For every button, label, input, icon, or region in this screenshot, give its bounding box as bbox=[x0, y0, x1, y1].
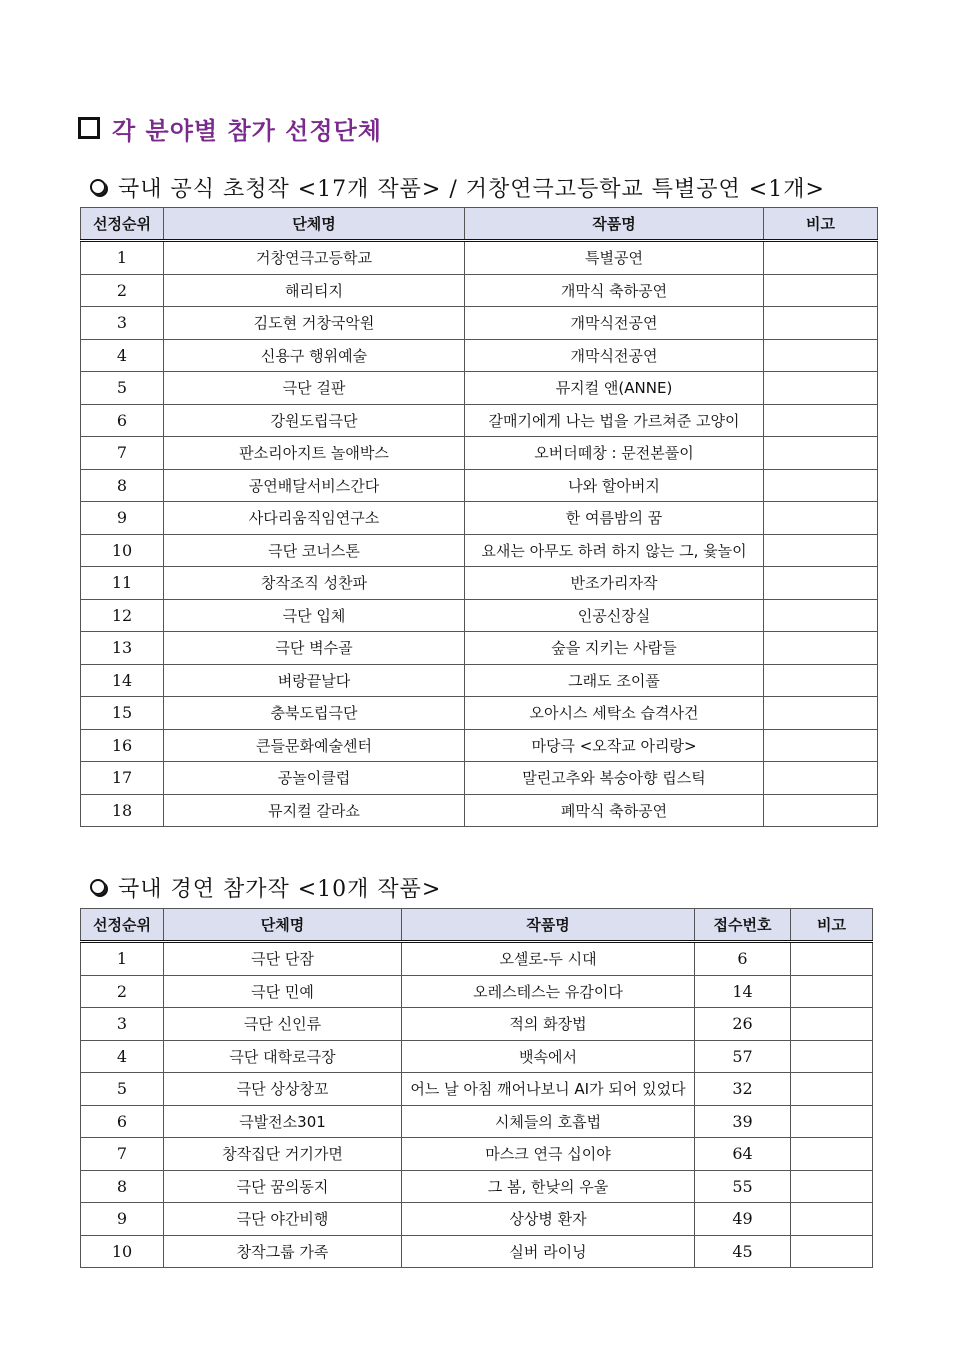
cell-work-title: 개막식전공연 bbox=[465, 307, 764, 340]
table-row bbox=[81, 975, 873, 1008]
table-row bbox=[81, 1138, 873, 1171]
section1-title-text: 국내 공식 초청작 <17개 작품> / 거창연극고등학교 특별공연 <1개> bbox=[118, 176, 825, 202]
cell-entry-number: 64 bbox=[695, 1138, 791, 1171]
cell-group-name: 극단 대학로극장 bbox=[164, 1040, 402, 1073]
cell-work-title: 나와 할아버지 bbox=[465, 469, 764, 502]
table-row bbox=[81, 274, 878, 307]
cell-work-title: 어느 날 아침 깨어나보니 AI가 되어 있었다 bbox=[402, 1073, 695, 1106]
cell-work-title: 그래도 조이풀 bbox=[465, 664, 764, 697]
column-header-rank: 선정순위 bbox=[81, 909, 164, 942]
cell-group-name: 거창연극고등학교 bbox=[164, 241, 465, 275]
cell-group-name: 공연배달서비스간다 bbox=[164, 469, 465, 502]
table-row bbox=[81, 567, 878, 600]
cell-work-title: 반조가리자작 bbox=[465, 567, 764, 600]
table-row bbox=[81, 632, 878, 665]
column-header-group: 단체명 bbox=[164, 208, 465, 241]
table-row bbox=[81, 307, 878, 340]
cell-group-name: 충북도립극단 bbox=[164, 697, 465, 730]
cell-note bbox=[791, 1073, 873, 1106]
cell-group-name: 극단 벽수골 bbox=[164, 632, 465, 665]
cell-work-title: 특별공연 bbox=[465, 241, 764, 275]
table-row bbox=[81, 697, 878, 730]
cell-rank: 15 bbox=[81, 697, 164, 730]
cell-rank: 1 bbox=[81, 241, 164, 275]
cell-note bbox=[764, 404, 878, 437]
table-row bbox=[81, 1203, 873, 1236]
table-row bbox=[81, 1235, 873, 1268]
cell-rank: 3 bbox=[81, 1008, 164, 1041]
cell-entry-number: 55 bbox=[695, 1170, 791, 1203]
table-row bbox=[81, 1105, 873, 1138]
cell-rank: 10 bbox=[81, 534, 164, 567]
column-header-note: 비고 bbox=[764, 208, 878, 241]
table-row bbox=[81, 729, 878, 762]
cell-rank: 17 bbox=[81, 762, 164, 795]
cell-rank: 9 bbox=[81, 1203, 164, 1236]
cell-note bbox=[764, 664, 878, 697]
cell-entry-number: 49 bbox=[695, 1203, 791, 1236]
page-title-text: 각 분야별 참가 선정단체 bbox=[112, 116, 382, 145]
cell-rank: 6 bbox=[81, 1105, 164, 1138]
cell-note bbox=[791, 1008, 873, 1041]
section1-title bbox=[90, 170, 825, 204]
cell-rank: 1 bbox=[81, 942, 164, 976]
cell-work-title: 마스크 연극 십이야 bbox=[402, 1138, 695, 1171]
cell-group-name: 극단 단잠 bbox=[164, 942, 402, 976]
cell-note bbox=[764, 372, 878, 405]
column-header-work: 작품명 bbox=[465, 208, 764, 241]
cell-rank: 2 bbox=[81, 274, 164, 307]
cell-note bbox=[791, 1235, 873, 1268]
cell-note bbox=[764, 307, 878, 340]
cell-group-name: 뮤지컬 갈라쇼 bbox=[164, 794, 465, 827]
table-row bbox=[81, 1008, 873, 1041]
cell-group-name: 사다리움직임연구소 bbox=[164, 502, 465, 535]
cell-work-title: 오레스테스는 유감이다 bbox=[402, 975, 695, 1008]
cell-work-title: 오셀로-두 시대 bbox=[402, 942, 695, 976]
cell-rank: 18 bbox=[81, 794, 164, 827]
cell-rank: 4 bbox=[81, 339, 164, 372]
column-header-group: 단체명 bbox=[164, 909, 402, 942]
cell-work-title: 뮤지컬 앤(ANNE) bbox=[465, 372, 764, 405]
cell-group-name: 김도현 거창국악원 bbox=[164, 307, 465, 340]
column-header-note: 비고 bbox=[791, 909, 873, 942]
cell-rank: 5 bbox=[81, 1073, 164, 1106]
page-title bbox=[78, 108, 382, 148]
table-row bbox=[81, 339, 878, 372]
cell-work-title: 요새는 아무도 하려 하지 않는 그, 윷놀이 bbox=[465, 534, 764, 567]
table-header-row bbox=[81, 909, 873, 942]
cell-group-name: 공놀이클럽 bbox=[164, 762, 465, 795]
cell-note bbox=[791, 1138, 873, 1171]
cell-group-name: 큰들문화예술센터 bbox=[164, 729, 465, 762]
cell-work-title: 개막식전공연 bbox=[465, 339, 764, 372]
cell-note bbox=[791, 975, 873, 1008]
invited-works-table bbox=[80, 207, 878, 827]
cell-note bbox=[791, 1040, 873, 1073]
cell-rank: 9 bbox=[81, 502, 164, 535]
cell-entry-number: 14 bbox=[695, 975, 791, 1008]
cell-entry-number: 26 bbox=[695, 1008, 791, 1041]
cell-group-name: 극단 야간비행 bbox=[164, 1203, 402, 1236]
cell-work-title: 시체들의 호흡법 bbox=[402, 1105, 695, 1138]
cell-work-title: 갈매기에게 나는 법을 가르쳐준 고양이 bbox=[465, 404, 764, 437]
cell-note bbox=[764, 534, 878, 567]
table-header-row bbox=[81, 208, 878, 241]
cell-rank: 5 bbox=[81, 372, 164, 405]
cell-note bbox=[764, 567, 878, 600]
cell-note bbox=[791, 1203, 873, 1236]
cell-note bbox=[764, 502, 878, 535]
cell-work-title: 적의 화장법 bbox=[402, 1008, 695, 1041]
cell-group-name: 창작집단 거기가면 bbox=[164, 1138, 402, 1171]
cell-group-name: 극단 코너스톤 bbox=[164, 534, 465, 567]
cell-group-name: 극발전소301 bbox=[164, 1105, 402, 1138]
cell-rank: 8 bbox=[81, 469, 164, 502]
cell-work-title: 실버 라이닝 bbox=[402, 1235, 695, 1268]
cell-work-title: 숲을 지키는 사람들 bbox=[465, 632, 764, 665]
cell-note bbox=[764, 437, 878, 470]
cell-rank: 8 bbox=[81, 1170, 164, 1203]
cell-work-title: 그 봄, 한낮의 우울 bbox=[402, 1170, 695, 1203]
cell-work-title: 한 여름밤의 꿈 bbox=[465, 502, 764, 535]
cell-rank: 10 bbox=[81, 1235, 164, 1268]
section2-title bbox=[90, 870, 441, 904]
column-header-rank: 선정순위 bbox=[81, 208, 164, 241]
cell-note bbox=[764, 274, 878, 307]
cell-rank: 6 bbox=[81, 404, 164, 437]
cell-rank: 12 bbox=[81, 599, 164, 632]
cell-note bbox=[791, 1105, 873, 1138]
table-row bbox=[81, 502, 878, 535]
table-row bbox=[81, 664, 878, 697]
cell-entry-number: 6 bbox=[695, 942, 791, 976]
cell-entry-number: 32 bbox=[695, 1073, 791, 1106]
cell-note bbox=[764, 762, 878, 795]
cell-note bbox=[764, 729, 878, 762]
cell-group-name: 신용구 행위예술 bbox=[164, 339, 465, 372]
cell-note bbox=[791, 942, 873, 976]
cell-work-title: 뱃속에서 bbox=[402, 1040, 695, 1073]
cell-group-name: 극단 신인류 bbox=[164, 1008, 402, 1041]
cell-note bbox=[764, 241, 878, 275]
table-row bbox=[81, 241, 878, 275]
section2-title-text: 국내 경연 참가작 <10개 작품> bbox=[118, 876, 442, 902]
column-header-work: 작품명 bbox=[402, 909, 695, 942]
cell-group-name: 극단 상상창꼬 bbox=[164, 1073, 402, 1106]
cell-note bbox=[764, 469, 878, 502]
cell-entry-number: 45 bbox=[695, 1235, 791, 1268]
cell-note bbox=[764, 632, 878, 665]
cell-work-title: 오버더떼창 : 문전본풀이 bbox=[465, 437, 764, 470]
cell-note bbox=[764, 339, 878, 372]
table-row bbox=[81, 469, 878, 502]
cell-group-name: 판소리아지트 놀애박스 bbox=[164, 437, 465, 470]
table-row bbox=[81, 534, 878, 567]
circle-bullet-icon bbox=[90, 179, 106, 195]
circle-bullet-icon bbox=[90, 879, 106, 895]
cell-group-name: 강원도립극단 bbox=[164, 404, 465, 437]
cell-rank: 7 bbox=[81, 437, 164, 470]
table-row bbox=[81, 942, 873, 976]
cell-group-name: 창작조직 성찬파 bbox=[164, 567, 465, 600]
column-header-entry-number: 접수번호 bbox=[695, 909, 791, 942]
cell-group-name: 극단 입체 bbox=[164, 599, 465, 632]
table-row bbox=[81, 1073, 873, 1106]
cell-group-name: 해리티지 bbox=[164, 274, 465, 307]
table-row bbox=[81, 1170, 873, 1203]
cell-note bbox=[791, 1170, 873, 1203]
checkbox-square-icon bbox=[78, 117, 100, 139]
cell-group-name: 극단 걸판 bbox=[164, 372, 465, 405]
table-row bbox=[81, 437, 878, 470]
cell-rank: 7 bbox=[81, 1138, 164, 1171]
cell-rank: 16 bbox=[81, 729, 164, 762]
table-row bbox=[81, 794, 878, 827]
cell-group-name: 극단 꿈의동지 bbox=[164, 1170, 402, 1203]
cell-note bbox=[764, 794, 878, 827]
cell-group-name: 창작그룹 가족 bbox=[164, 1235, 402, 1268]
cell-work-title: 마당극 <오작교 아리랑> bbox=[465, 729, 764, 762]
table-row bbox=[81, 599, 878, 632]
cell-entry-number: 39 bbox=[695, 1105, 791, 1138]
cell-entry-number: 57 bbox=[695, 1040, 791, 1073]
table-row bbox=[81, 1040, 873, 1073]
cell-note bbox=[764, 697, 878, 730]
cell-rank: 11 bbox=[81, 567, 164, 600]
cell-work-title: 말린고추와 복숭아향 립스틱 bbox=[465, 762, 764, 795]
cell-work-title: 인공신장실 bbox=[465, 599, 764, 632]
table-row bbox=[81, 404, 878, 437]
cell-group-name: 벼랑끝날다 bbox=[164, 664, 465, 697]
cell-rank: 4 bbox=[81, 1040, 164, 1073]
cell-group-name: 극단 민예 bbox=[164, 975, 402, 1008]
cell-rank: 2 bbox=[81, 975, 164, 1008]
cell-work-title: 상상병 환자 bbox=[402, 1203, 695, 1236]
cell-rank: 14 bbox=[81, 664, 164, 697]
competition-works-table bbox=[80, 908, 873, 1268]
cell-rank: 13 bbox=[81, 632, 164, 665]
cell-work-title: 오아시스 세탁소 습격사건 bbox=[465, 697, 764, 730]
table-row bbox=[81, 372, 878, 405]
cell-rank: 3 bbox=[81, 307, 164, 340]
cell-note bbox=[764, 599, 878, 632]
table-row bbox=[81, 762, 878, 795]
cell-work-title: 개막식 축하공연 bbox=[465, 274, 764, 307]
cell-work-title: 폐막식 축하공연 bbox=[465, 794, 764, 827]
